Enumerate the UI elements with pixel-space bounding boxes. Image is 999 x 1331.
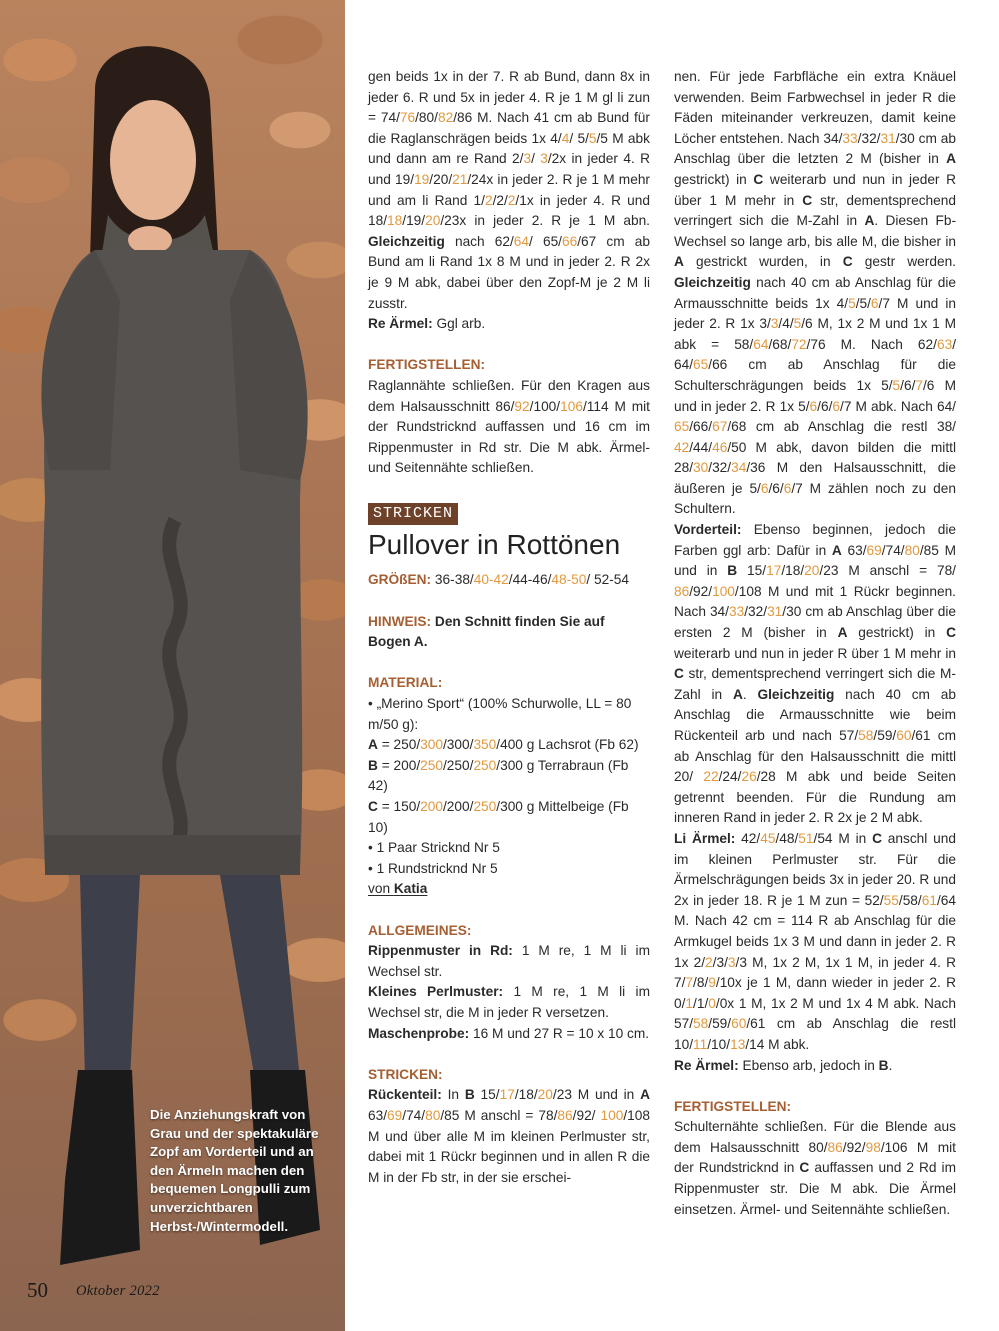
text-run: /2x in jeder 4. R und 19/ [368, 151, 650, 187]
size-value: 100 [712, 583, 735, 599]
text-run: /28 M abk und beide Seiten getrennt beenden. Für die Rundung am inneren Rand in jeder 2. R 2x je 2 M abk. [674, 769, 956, 826]
text-run: /59/ [873, 728, 897, 743]
size-value: 63 [936, 336, 953, 352]
size-value: 64 [753, 336, 769, 352]
text-column-right [674, 67, 956, 1220]
bold-term: C [753, 171, 764, 187]
bold-term: A [831, 542, 842, 558]
size-value: 5 [793, 316, 802, 332]
size-value: 200 [420, 799, 443, 814]
size-value: 5 [848, 295, 856, 311]
text-run: weiterarb und nun in jeder R über 1 M mehr in [674, 171, 956, 208]
text-run: / 65/ [529, 233, 562, 249]
bold-term: A [946, 151, 956, 167]
bold-term: C [946, 625, 956, 641]
size-value: 48-50 [551, 572, 587, 588]
material-item [368, 694, 650, 735]
text-run: /1/ [693, 995, 709, 1011]
size-value: 64 [513, 233, 530, 249]
text-run: Raglannähte schließen. Für den Kragen aus dem Halsausschnitt 86/ [368, 377, 650, 414]
text-run: /76 M. Nach 62/ [806, 336, 937, 352]
size-value: 19 [414, 171, 430, 187]
text-run: 15/ [737, 563, 767, 579]
bold-term: C [802, 192, 813, 208]
bold-term: B [878, 1057, 889, 1073]
bold-term: A [732, 686, 743, 702]
text-run: /92/ [689, 583, 713, 599]
size-value: 6 [760, 480, 769, 496]
brand-prefix: von [368, 881, 394, 897]
bold-term: Re Ärmel: [368, 316, 433, 332]
text-run: /92/ [842, 1139, 866, 1155]
bold-term: B [464, 1087, 475, 1103]
text-run: /68/ [768, 336, 792, 352]
size-value: 4 [561, 130, 570, 146]
size-value: 7 [685, 975, 694, 991]
text-run: /4/ [778, 316, 794, 332]
text-run: /0x 1 M, 1x 2 M und 1x 4 M abk. Nach 57/ [674, 995, 956, 1032]
text-run: /54 M in [813, 830, 873, 846]
bold-term: B [368, 757, 378, 773]
size-value: 65 [693, 357, 709, 373]
size-value: 6 [783, 480, 792, 496]
size-value: 86 [827, 1139, 843, 1155]
size-value: 40-42 [473, 572, 509, 588]
text-run: /7 M abk. Nach 64/ [840, 398, 956, 414]
size-value: 1 [685, 995, 694, 1011]
text-run: /250/ [442, 757, 474, 773]
text-run: /400 g Lachsrot (Fb 62) [496, 737, 639, 753]
size-value: 0 [708, 995, 716, 1011]
text-run: auffassen und 2 Rd im Rippenmuster str. Die M abk. Die Ärmel einsetzen. Ärmel- und Seitennähte schließen. [674, 1160, 956, 1217]
text-run: /92/ [572, 1107, 601, 1123]
size-value: 33 [842, 130, 858, 146]
text-run: /1x in jeder 4. R und 18/ [368, 192, 651, 229]
text-run: /74/ [881, 542, 905, 558]
text-column-middle [368, 67, 650, 1188]
size-value: 82 [437, 110, 454, 126]
text-run: /106 M mit der Rundstricknd in [674, 1139, 956, 1176]
size-value: 100 [600, 1107, 624, 1123]
text-run: /18/ [514, 1087, 538, 1103]
size-value: 11 [693, 1036, 708, 1052]
body-paragraph [368, 67, 650, 314]
size-value: 350 [473, 737, 497, 753]
size-value: 5 [892, 377, 901, 393]
text-run: = 250/ [377, 737, 421, 753]
text-run: gen beids 1x in der 7. R ab Bund, dann 8x in jeder 6. R und 5x in jeder 4. R je 1 M gl li zun = 74/ [368, 69, 650, 126]
text-run: /7 M und in jeder 2. R 1x 3/ [674, 295, 956, 332]
text-run: /74/ [402, 1107, 426, 1123]
text-run: nach 40 cm ab Anschlag für die Armausschnitte beids 1x 4/ [674, 274, 956, 311]
size-value: 31 [767, 604, 783, 620]
size-value: 2 [705, 954, 713, 970]
material-item: • 1 Paar Stricknd Nr 5 [368, 840, 500, 856]
size-value: 61 [921, 892, 937, 908]
text-run: /23x in jeder 2. R je 1 M abn. [440, 213, 650, 229]
text-run: /48/ [775, 830, 799, 846]
text-run: /200/ [442, 799, 474, 814]
size-value: 300 [420, 737, 443, 753]
material-item [368, 756, 650, 797]
text-run: /32/ [708, 460, 732, 476]
text-run: / 52-54 [586, 572, 630, 588]
size-value: 2 [507, 192, 516, 208]
bold-term: C [368, 799, 378, 814]
text-run: /80/ [415, 110, 438, 126]
text-run: /67 cm ab Bund am li Rand 1x 8 M und in jeder 2. R 2x je 9 M abk, dabei über den Zopf-M je 2 M li zusstr. [368, 233, 650, 311]
bold-term: A [674, 254, 684, 270]
text-run: 15/ [474, 1087, 500, 1103]
text-run: /300 g Terrabraun (Fb 42) [368, 757, 629, 794]
size-value: 33 [728, 604, 745, 620]
text-run: weiterarb und nun in jeder R über 1 M mehr in [674, 645, 956, 661]
size-value: 250 [473, 757, 497, 773]
text-run: /24x in jeder 2. R je 1 M mehr und am li Rand 1/ [368, 171, 650, 208]
text-run: /36 M den Halsausschnitt, die äußeren je 5/ [674, 460, 956, 496]
size-value: 34 [731, 460, 747, 476]
issue-date: Oktober 2022 [76, 1283, 160, 1299]
size-value: 69 [866, 542, 882, 558]
text-run: /20/ [429, 171, 453, 187]
size-value: 45 [760, 830, 776, 846]
text-run: /24/ [718, 769, 742, 785]
text-run: Schulternähte schließen. Für die Blende aus dem Halsausschnitt 80/ [674, 1119, 956, 1155]
text-run: /10x je 1 M, dann wieder in jeder 2. R 0/ [674, 975, 956, 1011]
text-run: . [888, 1057, 893, 1073]
text-run: /114 M mit der Rundstricknd auffassen und 16 cm im Rippenmuster in Rd str. Die M abk. Ärmel- und Seitennähte schließen. [368, 398, 650, 476]
text-run: /85 M und in [674, 542, 956, 579]
body-paragraph [368, 314, 650, 335]
bold-term: Gleichzeitig [674, 274, 751, 290]
text-run: str, dementsprechend verringert sich die M-Zahl in [674, 192, 956, 229]
body-paragraph [674, 520, 956, 829]
body-paragraph [368, 982, 650, 1023]
material-item: • 1 Rundstricknd Nr 5 [368, 860, 498, 876]
size-value: 13 [730, 1036, 746, 1052]
text-run: Ggl arb. [432, 316, 486, 332]
size-value: 98 [865, 1139, 881, 1155]
bold-term: C [799, 1160, 810, 1176]
size-value: 58 [693, 1016, 709, 1032]
size-value: 65 [674, 419, 690, 435]
text-run: 1 M re, 1 M li im Wechsel str, die M in jeder R versetzen. [368, 984, 651, 1020]
size-value: 86 [557, 1107, 573, 1123]
text-run: /61 cm ab Anschlag die restl 10/ [674, 1016, 956, 1052]
size-value: 76 [399, 110, 416, 126]
section-heading: ALLGEMEINES: [368, 922, 472, 938]
text-run: /19/ [402, 213, 426, 229]
text-run: /108 M und über alle M im kleinen Perlmuster str, dabei mit 1 Rückr beginnen und in allen R die M in der Fb str, in der sie erschei- [368, 1107, 650, 1185]
material-item [368, 797, 650, 838]
brand-credit [368, 879, 650, 900]
text-run: /5/ [855, 295, 871, 311]
text-run: /59/ [708, 1016, 732, 1032]
size-value: 60 [896, 728, 912, 743]
text-run: 42/ [735, 830, 761, 846]
section-heading: FERTIGSTELLEN: [674, 1098, 792, 1114]
body-paragraph [368, 1024, 650, 1045]
bold-term: HINWEIS: [368, 613, 432, 629]
text-run: 36-38/ [431, 572, 474, 588]
text-run: Ebenso beginnen, jedoch die Farben ggl arb: Dafür in [674, 522, 956, 558]
text-run: /6/ [768, 480, 784, 496]
body-paragraph [674, 829, 956, 1056]
size-value: 66 [562, 233, 578, 249]
size-value: 46 [712, 439, 728, 455]
size-value: 250 [473, 799, 497, 814]
size-value: 106 [560, 398, 583, 414]
text-run: /18/ [781, 563, 805, 579]
text-run: /66/ [689, 419, 713, 435]
size-value: 60 [731, 1016, 747, 1032]
text-run: /5 M abk und dann am re Rand 2/ [368, 130, 650, 167]
size-value: 20 [537, 1087, 553, 1103]
text-run: /23 M und in [552, 1087, 641, 1103]
section-heading: STRICKEN: [368, 1066, 443, 1082]
body-paragraph [368, 376, 650, 479]
text-run: /32/ [857, 130, 881, 146]
note-paragraph [368, 612, 650, 653]
bold-term: Rippenmuster in Rd: [368, 943, 513, 959]
bold-term: A [837, 625, 848, 641]
text-run: /64 M. Nach 42 cm = 114 R ab Anschlag für die Armkugel beids 1x 3 M und dann in jeder 2. R 1x 2/ [674, 892, 956, 970]
size-value: 80 [425, 1107, 441, 1123]
text-run: /6 M und in jeder 2. R 1x 5/ [674, 377, 957, 414]
text-run: /6 M, 1x 2 M und 1x 1 M abk = 58/ [674, 316, 956, 352]
text-run: /300 g Mittelbeige (Fb 10) [368, 799, 629, 835]
size-value: 250 [420, 757, 443, 773]
text-run: /44-46/ [508, 572, 552, 588]
text-run: /30 cm ab Anschlag über die ersten 2 M (bisher in [674, 604, 956, 641]
text-run: /30 cm ab Anschlag über die letzten 2 M (bisher in [674, 130, 957, 167]
bold-term: C [842, 254, 853, 270]
size-value: 2 [484, 192, 493, 208]
size-value: 9 [708, 975, 716, 991]
size-value: 21 [452, 171, 468, 187]
bold-term: C [872, 830, 882, 846]
bold-term: Gleichzeitig [757, 686, 835, 702]
text-run: 63/ [368, 1107, 388, 1123]
text-run: gestrickt) in [674, 171, 754, 187]
text-run: /6/ [900, 377, 916, 393]
text-run: In [441, 1087, 465, 1103]
page-number: 50 [27, 1278, 48, 1302]
section-heading: FERTIGSTELLEN: [368, 357, 486, 373]
text-run: 1 M re, 1 M li im Wechsel str. [368, 943, 650, 979]
text-run: /44/ [689, 439, 713, 455]
text-run: / 5/ [569, 130, 589, 146]
text-run: /85 M anschl = 78/ [440, 1107, 558, 1123]
bold-term: Re Ärmel: [674, 1057, 739, 1073]
size-value: 6 [809, 398, 818, 414]
text-run: gestrickt) in [847, 625, 947, 641]
article-title: Pullover in Rottönen [368, 529, 621, 561]
sizes-paragraph [368, 570, 650, 591]
size-value: 17 [499, 1087, 515, 1103]
bold-term: A [368, 737, 378, 753]
bold-term: Vorderteil: [674, 522, 742, 538]
bold-term: GRÖßEN: [368, 572, 432, 588]
text-run: /58/ [898, 892, 922, 908]
size-value: 18 [387, 213, 403, 229]
category-label: STRICKEN [368, 503, 458, 525]
body-paragraph [368, 941, 650, 982]
text-run: /7 M zählen noch zu den Schultern. [674, 480, 957, 517]
text-run: /66 cm ab Anschlag für die Schulterschrägungen beids 1x 5/ [674, 357, 956, 393]
text-run: /100/ [529, 398, 561, 414]
size-value: 26 [741, 769, 757, 785]
text-run: nen. Für jede Farbfläche ein extra Knäuel verwenden. Beim Farbwechsel in jeder R die Fäden miteinander verkreuzen, damit keine Löcher entstehen. Nach 34/ [674, 69, 956, 146]
text-run: nach 62/ [444, 233, 514, 249]
size-value: 7 [915, 377, 923, 393]
size-value: 3 [523, 151, 532, 167]
text-run: /3/ [712, 954, 728, 970]
size-value: 3 [727, 954, 736, 970]
section-heading: MATERIAL: [368, 675, 443, 691]
material-item [368, 735, 650, 756]
fashion-photo [0, 0, 345, 1331]
size-value: 30 [693, 460, 709, 476]
text-run: /108 M und mit 1 Rückr beginnen. Nach 34/ [674, 583, 956, 620]
text-run: /6/ [817, 398, 833, 414]
bold-term: Den Schnitt finden Sie auf Bogen A. [368, 613, 605, 650]
size-value: 80 [904, 542, 920, 558]
size-value: 69 [387, 1107, 403, 1123]
bold-term: A [640, 1087, 650, 1103]
text-run: /50 M abk, davon bilden die mittl 28/ [674, 439, 956, 476]
body-paragraph [674, 1056, 956, 1077]
bold-term: Gleichzeitig [368, 233, 445, 249]
text-run: = 200/ [377, 757, 421, 773]
size-value: 6 [870, 295, 879, 311]
text-run: . [742, 686, 758, 702]
size-value: 20 [425, 213, 441, 229]
text-run: gestrickt wurden, in [683, 254, 843, 270]
bold-term: A [864, 213, 875, 229]
size-value: 92 [514, 398, 530, 414]
text-run: /2/ [492, 192, 508, 208]
size-value: 20 [804, 563, 820, 579]
size-value: 31 [880, 130, 896, 146]
text-run: /14 M abk. [745, 1036, 810, 1052]
bold-term: Maschenprobe: [368, 1025, 470, 1041]
bold-term: C [674, 666, 684, 682]
text-run: /32/ [744, 604, 768, 620]
text-run: /61 cm ab Anschlag für den Halsausschnitt die mittl 20/ [674, 728, 956, 785]
size-value: 86 [674, 583, 690, 599]
text-run: 16 M und 27 R = 10 x 10 cm. [469, 1025, 650, 1041]
size-value: 3 [540, 151, 548, 167]
brand-name: Katia [393, 881, 428, 897]
text-run: / 64/ [674, 336, 957, 373]
body-paragraph [674, 67, 956, 520]
size-value: 3 [770, 316, 779, 332]
text-run: /10/ [707, 1036, 731, 1052]
text-run: str, dementsprechend verringert sich die M-Zahl in [674, 666, 956, 702]
text-run: /23 M anschl = 78/ [819, 563, 956, 579]
size-value: 55 [883, 892, 899, 908]
size-value: 67 [712, 419, 728, 435]
body-paragraph [368, 1085, 650, 1188]
text-run: /8/ [693, 975, 709, 991]
text-run: anschl und im kleinen Perlmuster str. Für die Ärmelschrägungen beids 3x in jeder 20. R und 2x in jeder 18. R je 1 M zun = 52/ [674, 830, 956, 908]
text-run: gestr werden. [852, 254, 956, 270]
bold-term: Rückenteil: [368, 1087, 442, 1103]
text-run: /86 M. Nach 41 cm ab Bund für die Raglanschrägen beids 1x 4/ [368, 110, 650, 146]
text-run: /68 cm ab Anschlag die restl 38/ [727, 419, 956, 435]
bold-term: Kleines Perlmuster: [368, 984, 504, 1000]
text-run: = 150/ [377, 799, 421, 814]
text-run: nach 40 cm ab Anschlag die Armausschnitte wie beim Rückenteil arb und nach 57/ [674, 686, 957, 743]
body-paragraph [674, 1117, 956, 1220]
text-run: / [531, 151, 541, 167]
size-value: 22 [703, 769, 719, 785]
size-value: 6 [832, 398, 841, 414]
size-value: 5 [588, 130, 597, 146]
bold-term: B [727, 563, 738, 579]
photo-caption: Die Anziehungskraft von Grau und der spektakuläre Zopf am Vorderteil und an den Ärmeln machen den bequemen Longpulli zum unverzichtbaren Herbst-/Wintermodell. [150, 1107, 319, 1234]
size-value: 51 [798, 830, 814, 846]
text-run: . Diesen Fb-Wechsel so lange arb, bis alle M, die bisher in [674, 213, 957, 249]
text-run: 63/ [841, 542, 867, 558]
size-value: 58 [858, 728, 874, 743]
size-value: 72 [791, 336, 807, 352]
size-value: 17 [766, 563, 782, 579]
bold-term: Li Ärmel: [674, 830, 736, 846]
size-value: 42 [674, 439, 690, 455]
text-run: • „Merino Sport“ (100% Schurwolle, LL = 80 m/50 g): [368, 696, 632, 732]
text-run: Ebenso arb, jedoch in [738, 1057, 879, 1073]
text-run: /3 M, 1x 2 M, 1x 1 M, in jeder 4. R 7/ [674, 954, 956, 991]
text-run: /300/ [442, 737, 474, 753]
